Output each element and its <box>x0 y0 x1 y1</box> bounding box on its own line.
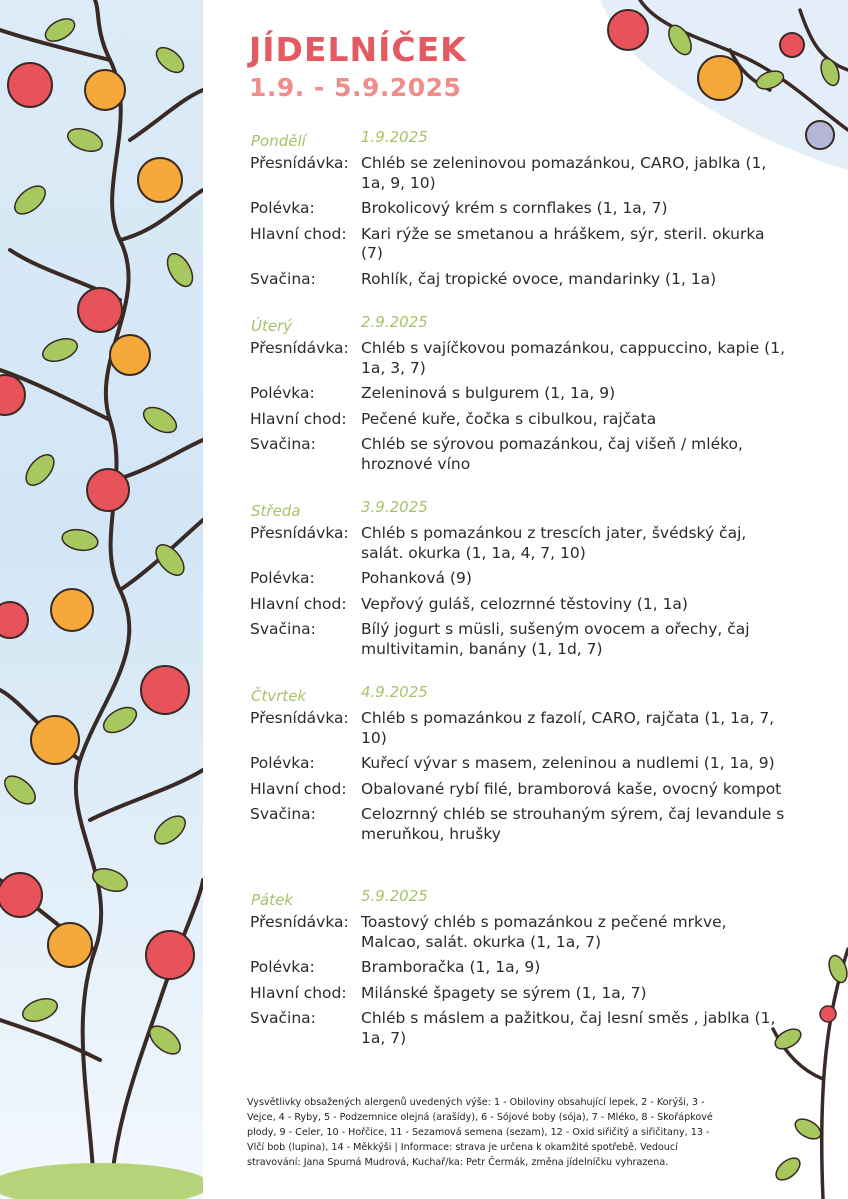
day-date: 1.9.2025 <box>361 128 428 146</box>
row-label: Hlavní chod: <box>250 594 347 613</box>
row-value: Milánské špagety se sýrem (1, 1a, 7) <box>361 983 647 1002</box>
menu-row-main <box>250 595 810 615</box>
day-name: Pátek <box>251 891 294 909</box>
row-label: Svačina: <box>250 1009 316 1027</box>
row-value: Chléb s pomazánkou z trescích jater, švédský čaj, salát. okurka (1, 1a, 4, 7, 10) <box>361 524 747 562</box>
row-value: Pohanková (9) <box>361 569 472 587</box>
row-label: Hlavní chod: <box>250 224 347 243</box>
row-value: Vepřový guláš, celozrnné těstoviny (1, 1a) <box>361 594 688 613</box>
menu-row-main <box>250 984 810 1004</box>
menu-row-snack-am <box>250 154 810 193</box>
menu-row-snack-am <box>250 524 810 563</box>
row-value: Toastový chléb s pomazánkou z pečené mrkve, Malcao, salát. okurka (1, 1a, 7) <box>361 913 727 951</box>
row-value: Pečené kuře, čočka s cibulkou, rajčata <box>361 409 657 428</box>
row-label: Svačina: <box>250 620 316 638</box>
row-label: Přesnídávka: <box>250 339 349 357</box>
row-value: Kari rýže se smetanou a hráškem, sýr, steril. okurka (7) <box>361 224 765 262</box>
day-block-friday <box>250 887 810 1048</box>
day-date: 4.9.2025 <box>361 683 428 701</box>
row-label: Polévka: <box>250 569 315 587</box>
menu-row-soup <box>250 199 810 219</box>
row-label: Přesnídávka: <box>250 913 349 931</box>
row-value: Chléb s pomazánkou z fazolí, CARO, rajčata (1, 1a, 7, 10) <box>361 709 775 747</box>
menu-row-soup <box>250 569 810 589</box>
day-name: Středa <box>251 502 301 520</box>
row-value: Bílý jogurt s müsli, sušeným ovocem a ořechy, čaj multivitamin, banány (1, 1d, 7) <box>361 620 750 658</box>
row-label: Polévka: <box>250 958 315 976</box>
allergen-footnote: Vysvětlivky obsažených alergenů uvedených výše: 1 - Obiloviny obsahující lepek, 2 - Korýši, 3 - Vejce, 4 - Ryby, 5 - Podzemnice olejná (arašídy), 6 - Sójové boby (sója), 7 - Mléko, 8 - Skořápkové plody, 9 - Celer, 10 - Hořčice, 11 - Sezamová semena (sezam), 12 - Oxid siřičitý a siřičitany, 13 - Vlčí bob (lupina), 14 - Měkkýši | Informace: strava je určena k okamžité spotřebě. Vedoucí stravování: Jana Spurná Mudrová, Kuchař/ka: Petr Čermák, změna jídelníčku vyhrazena. <box>247 1097 713 1168</box>
row-label: Přesnídávka: <box>250 524 349 542</box>
row-value: Chléb s máslem a pažitkou, čaj lesní směs , jablka (1, 1a, 7) <box>361 1009 776 1047</box>
row-value: Bramboračka (1, 1a, 9) <box>361 958 541 976</box>
day-block-monday <box>250 128 810 289</box>
row-label: Přesnídávka: <box>250 154 349 172</box>
row-value: Chléb s vajíčkovou pomazánkou, cappuccino, kapie (1, 1a, 3, 7) <box>361 339 786 377</box>
menu-row-main <box>250 410 810 430</box>
day-block-tuesday <box>250 313 810 474</box>
day-name: Úterý <box>251 317 293 335</box>
row-label: Hlavní chod: <box>250 983 347 1002</box>
menu-row-snack-pm <box>250 620 810 659</box>
date-range: 1.9. - 5.9.2025 <box>249 73 462 102</box>
day-date: 2.9.2025 <box>361 313 428 331</box>
row-label: Polévka: <box>250 199 315 217</box>
row-label: Hlavní chod: <box>250 409 347 428</box>
day-date: 3.9.2025 <box>361 498 428 516</box>
apple-tree-illustration-icon <box>0 0 203 1199</box>
day-name: Pondělí <box>251 132 306 150</box>
menu-row-snack-pm <box>250 1009 810 1048</box>
menu-row-main <box>250 780 810 800</box>
menu-row-soup <box>250 754 810 774</box>
row-label: Polévka: <box>250 754 315 772</box>
row-label: Svačina: <box>250 435 316 453</box>
row-value: Zeleninová s bulgurem (1, 1a, 9) <box>361 384 616 402</box>
menu-row-snack-pm <box>250 435 810 474</box>
row-value: Obalované rybí filé, bramborová kaše, ovocný kompot <box>361 779 782 798</box>
day-name: Čtvrtek <box>251 687 307 705</box>
menu-row-snack-am <box>250 913 810 952</box>
row-label: Přesnídávka: <box>250 709 349 727</box>
row-label: Svačina: <box>250 269 316 288</box>
row-value: Celozrnný chléb se strouhaným sýrem, čaj levandule s meruňkou, hrušky <box>361 805 785 843</box>
row-value: Chléb se sýrovou pomazánkou, čaj višeň / mléko, hroznové víno <box>361 435 743 473</box>
menu-row-soup <box>250 958 810 978</box>
page-title: JÍDELNÍČEK <box>249 30 467 69</box>
row-value: Rohlík, čaj tropické ovoce, mandarinky (1, 1a) <box>361 269 717 288</box>
row-value: Kuřecí vývar s masem, zeleninou a nudlemi (1, 1a, 9) <box>361 754 775 772</box>
row-label: Polévka: <box>250 384 315 402</box>
day-block-wednesday <box>250 498 810 659</box>
menu-row-main <box>250 225 810 264</box>
menu-row-soup <box>250 384 810 404</box>
row-label: Svačina: <box>250 805 316 823</box>
day-date: 5.9.2025 <box>361 887 428 905</box>
menu-row-snack-pm <box>250 270 810 290</box>
row-value: Brokolicový krém s cornflakes (1, 1a, 7) <box>361 199 668 217</box>
row-value: Chléb se zeleninovou pomazánkou, CARO, jablka (1, 1a, 9, 10) <box>361 154 767 192</box>
menu-row-snack-am <box>250 339 810 378</box>
menu-row-snack-am <box>250 709 810 748</box>
row-label: Hlavní chod: <box>250 779 347 798</box>
menu-row-snack-pm <box>250 805 810 844</box>
day-block-thursday <box>250 683 810 844</box>
